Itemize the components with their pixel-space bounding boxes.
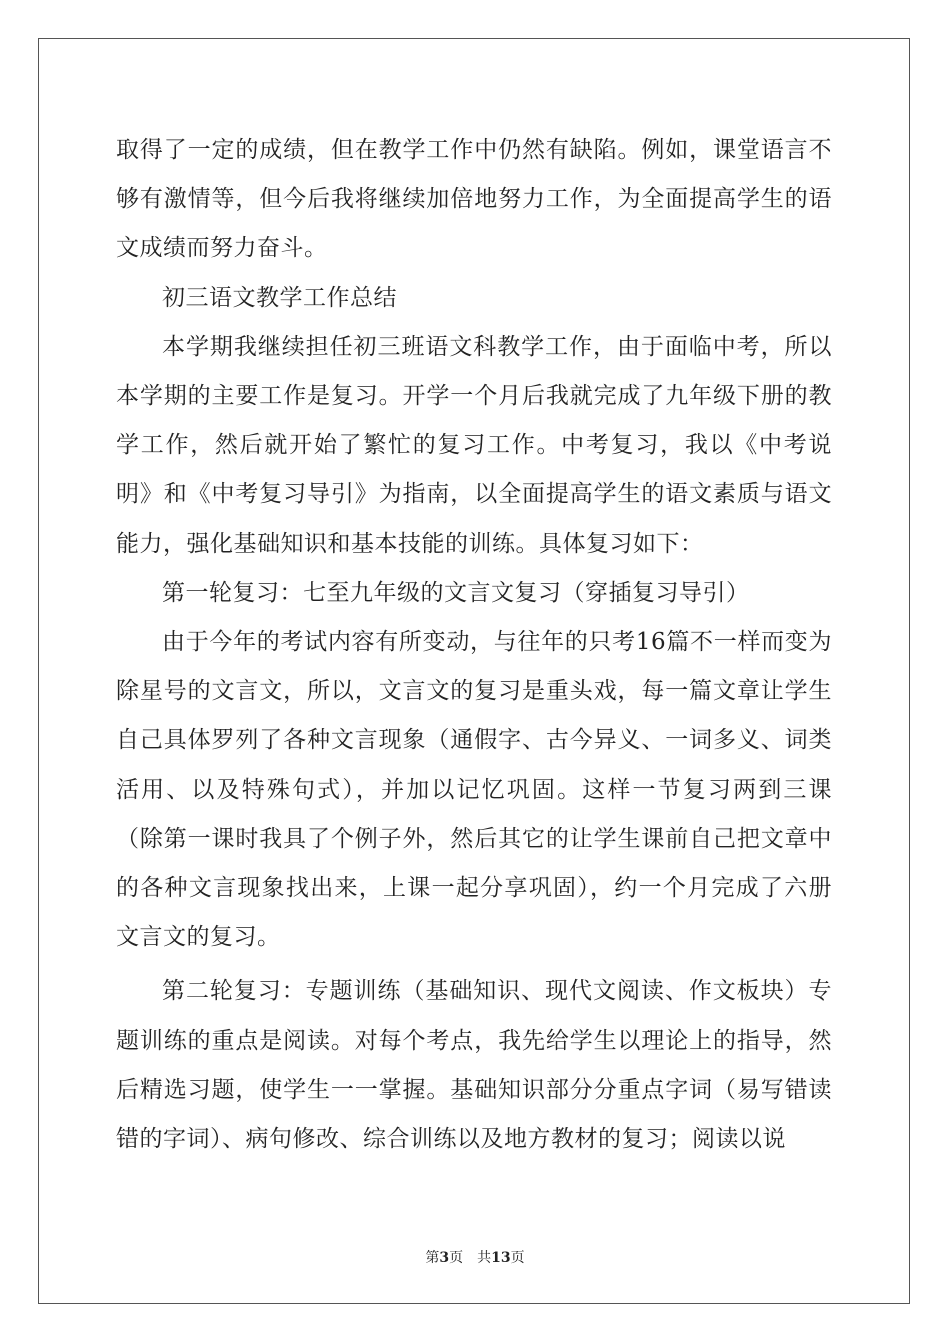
paragraph-round-two: 第二轮复习：专题训练（基础知识、现代文阅读、作文板块）专题训练的重点是阅读。对每个考点，我先给学生以理论上的指导，然后精选习题，使学生一一掌握。基础知识部分分重点字词（易写错读错的字词）、病句修改、综合训练以及地方教材的复习；阅读以说 <box>116 978 832 1153</box>
document-body <box>116 126 832 1164</box>
page-prefix: 第 <box>425 1250 440 1266</box>
total-prefix: 共 <box>477 1250 492 1266</box>
paragraph-intro: 本学期我继续担任初三班语文科教学工作，由于面临中考，所以本学期的主要工作是复习。开学一个月后我就完成了九年级下册的教学工作，然后就开始了繁忙的复习工作。中考复习，我以《中考说明》和《中考复习导引》为指南，以全面提高学生的语文素质与语文能力，强化基础知识和基本技能的训练。具体复习如下： <box>116 333 832 557</box>
round-one-heading: 第一轮复习：七至九年级的文言文复习（穿插复习导引） <box>162 579 750 606</box>
page-suffix: 页 <box>449 1250 464 1266</box>
total-pages: 13 <box>491 1250 511 1266</box>
paragraph-1: 取得了一定的成绩，但在教学工作中仍然有缺陷。例如，课堂语言不够有激情等，但今后我将继续加倍地努力工作，为全面提高学生的语文成绩而努力奋斗。 <box>116 137 832 262</box>
paragraph-round-one: 由于今年的考试内容有所变动，与往年的只考16篇不一样而变为除星号的文言文，所以，文言文的复习是重头戏，每一篇文章让学生自己具体罗列了各种文言现象（通假字、古今异义、一词多义、词类活用、以及特殊句式），并加以记忆巩固。这样一节复习两到三课（除第一课时我具了个例子外，然后其它的让学生课前自己把文章中的各种文言现象找出来，上课一起分享巩固），约一个月完成了六册文言文的复习。 <box>116 629 832 951</box>
total-suffix: 页 <box>510 1250 525 1266</box>
section-title: 初三语文教学工作总结 <box>162 284 397 311</box>
page-number: 3 <box>439 1250 450 1266</box>
page-footer <box>0 1247 950 1267</box>
